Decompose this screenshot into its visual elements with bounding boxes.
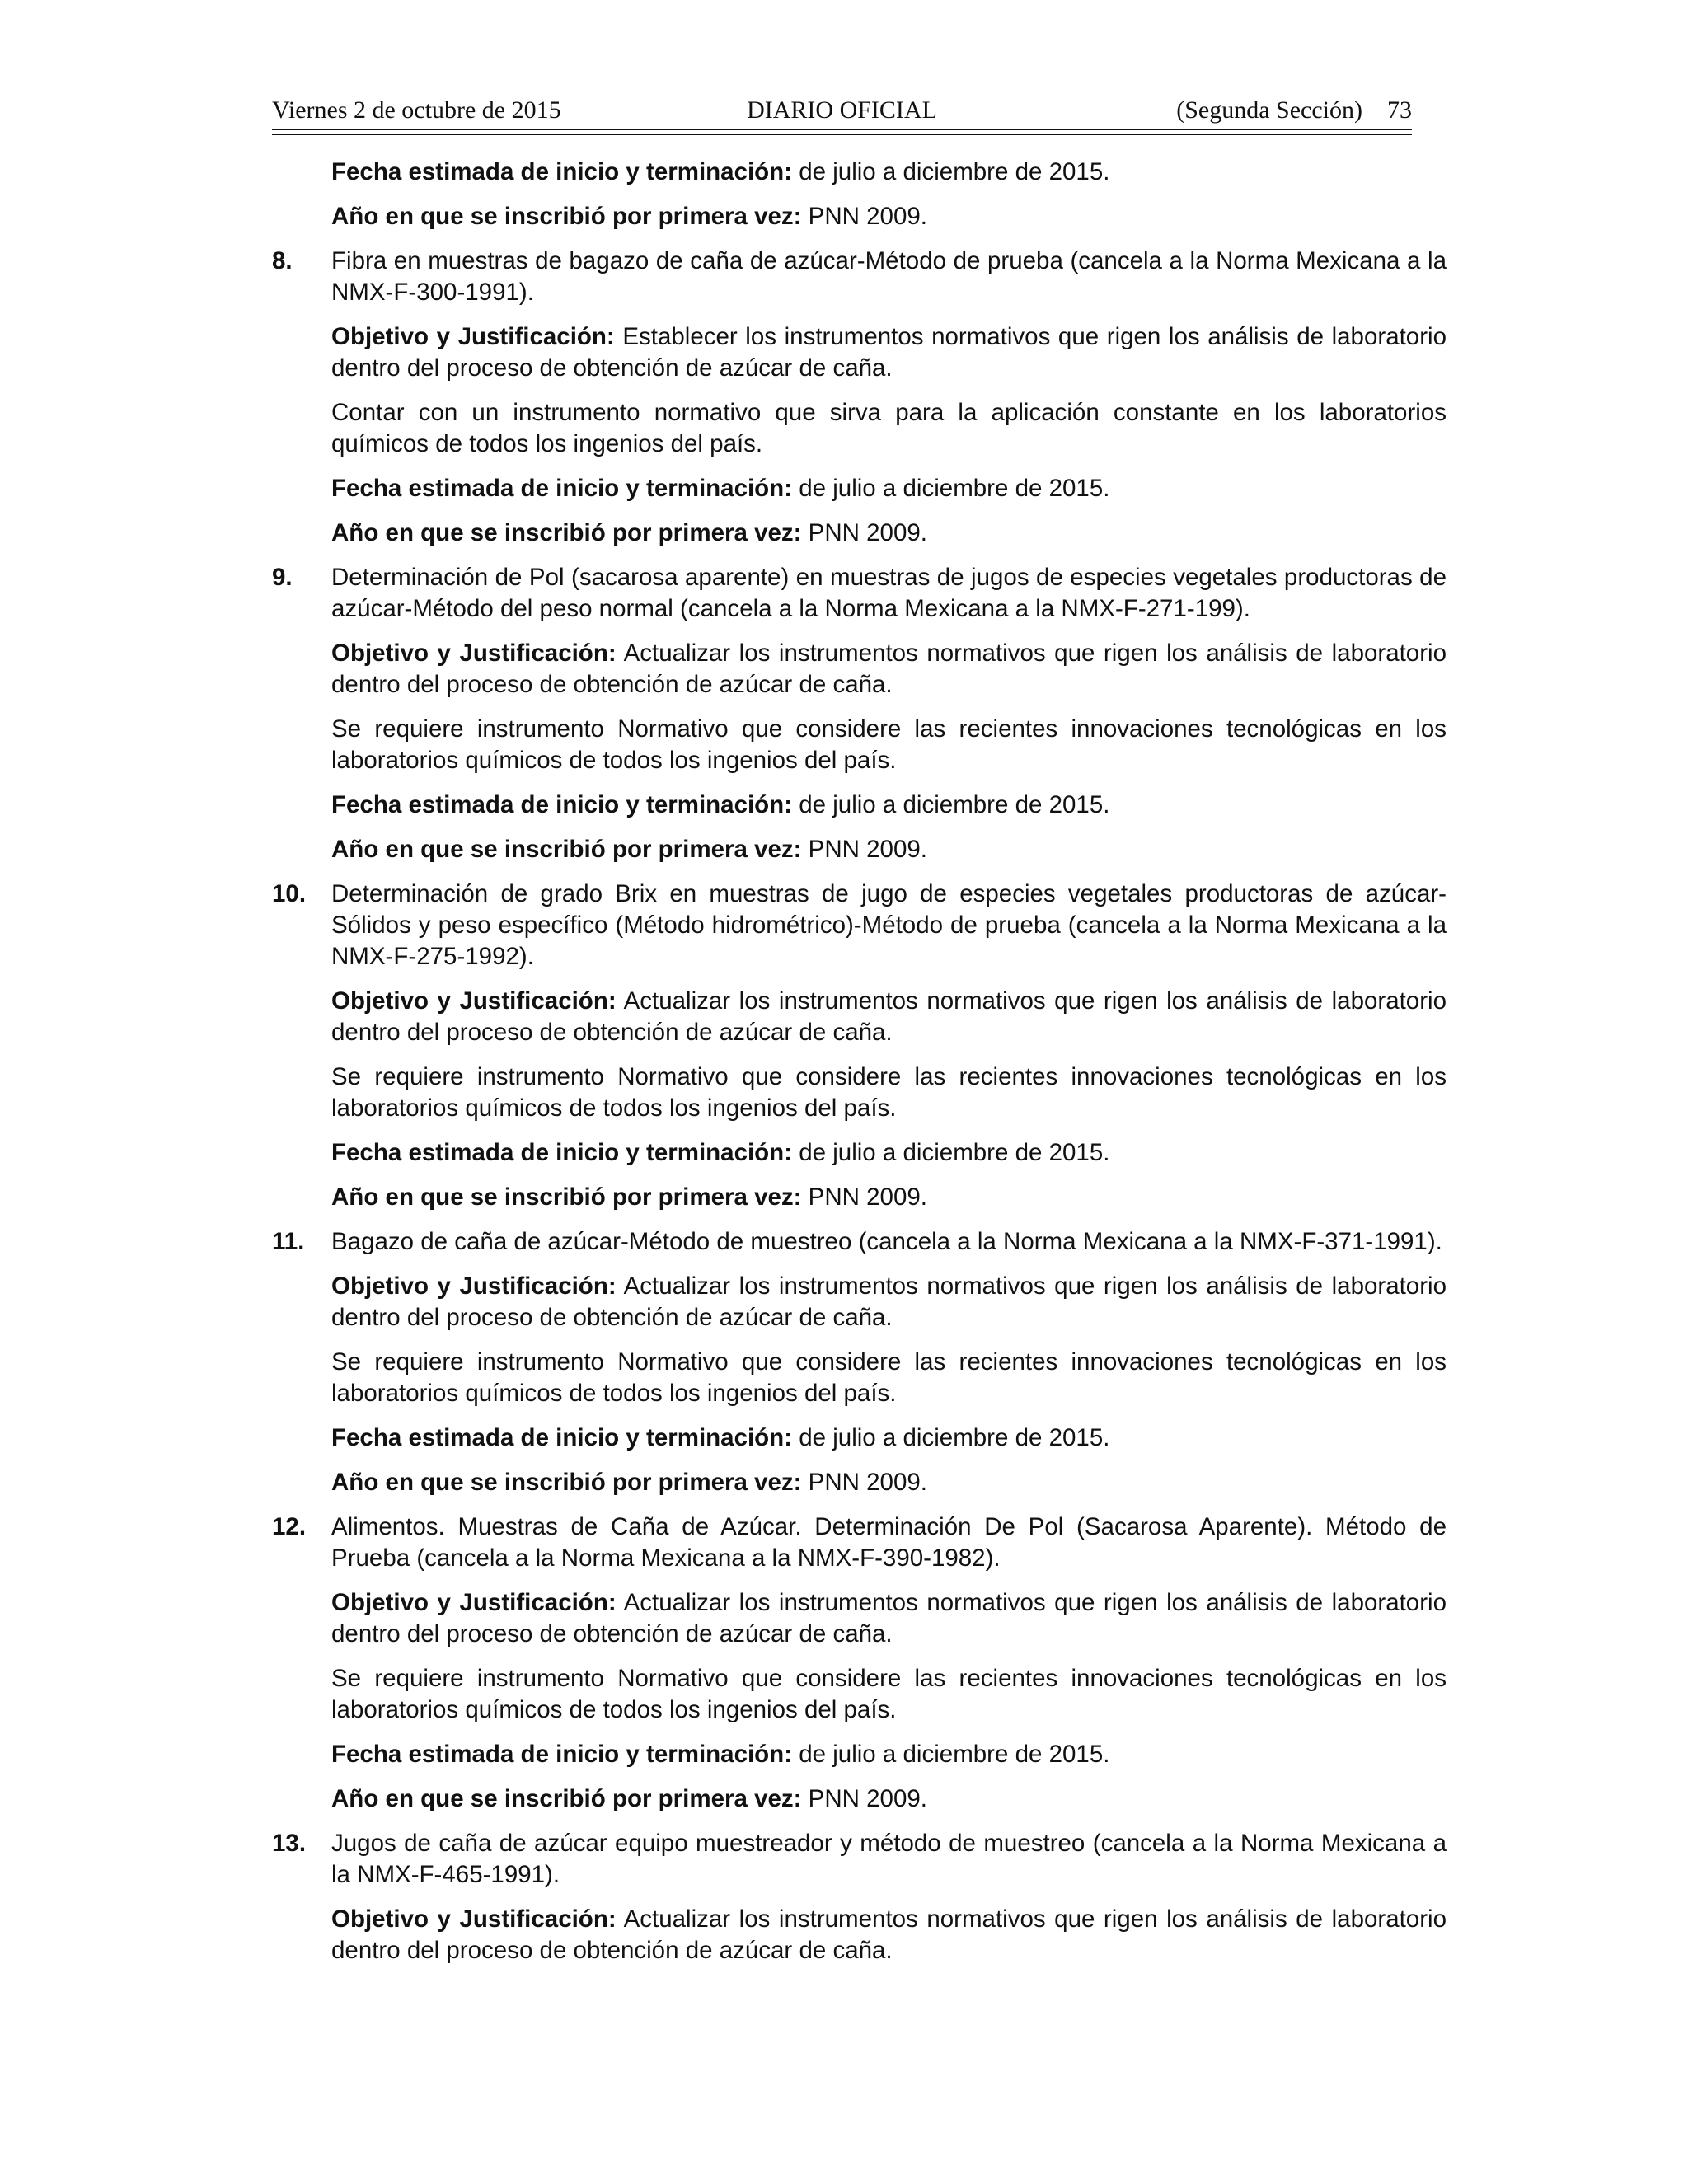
header-page-number: 73: [1387, 96, 1412, 124]
list-item: [272, 879, 1447, 972]
anio-value: PNN 2009.: [808, 203, 927, 230]
objetivo-text: Actualizar los instrumentos normativos que rigen los análisis de laboratorio dentro del proceso de obtención de azúcar de caña.: [331, 1905, 1447, 1964]
item-title: Bagazo de caña de azúcar-Método de muestreo (cancela a la Norma Mexicana a la NMX-F-371-1991).: [331, 1228, 1442, 1255]
page-header: [272, 92, 1412, 129]
anio-paragraph: [331, 1783, 1447, 1815]
objetivo-label: Objetivo y Justificación:: [331, 1905, 617, 1933]
objetivo-label: Objetivo y Justificación:: [331, 1589, 617, 1616]
fecha-paragraph: [331, 1422, 1447, 1454]
fecha-paragraph: [331, 157, 1447, 188]
fecha-paragraph: [331, 473, 1447, 504]
anio-paragraph: [331, 834, 1447, 865]
extra-paragraph: Se requiere instrumento Normativo que considere las recientes innovaciones tecnológicas en los laboratorios químicos de todos los ingenios del país.: [331, 715, 1447, 774]
anio-paragraph: [331, 518, 1447, 549]
header-double-rule: [272, 129, 1412, 135]
extra-paragraph: Se requiere instrumento Normativo que considere las recientes innovaciones tecnológicas en los laboratorios químicos de todos los ingenios del país.: [331, 1665, 1447, 1723]
anio-label: Año en que se inscribió por primera vez:: [331, 1183, 802, 1211]
anio-value: PNN 2009.: [808, 519, 927, 546]
anio-label: Año en que se inscribió por primera vez:: [331, 1469, 802, 1496]
anio-paragraph: [331, 201, 1447, 232]
fecha-paragraph: [331, 1739, 1447, 1770]
item-number: 9.: [272, 564, 293, 591]
item-title: Determinación de grado Brix en muestras de jugo de especies vegetales productoras de azúcar-Sólidos y peso específico (Método hidrométrico)-Método de prueba (cancela a la Norma Mexicana a la NMX-F-275-1992).: [331, 880, 1447, 970]
header-section-page: [1176, 92, 1412, 129]
fecha-label: Fecha estimada de inicio y terminación:: [331, 791, 793, 818]
fecha-label: Fecha estimada de inicio y terminación:: [331, 1424, 793, 1451]
extra-paragraph: Contar con un instrumento normativo que sirva para la aplicación constante en los laboratorios químicos de todos los ingenios del país.: [331, 399, 1447, 457]
list-item: [272, 1511, 1447, 1574]
objetivo-label: Objetivo y Justificación:: [331, 987, 617, 1015]
fecha-label: Fecha estimada de inicio y terminación:: [331, 475, 793, 502]
document-body: [272, 157, 1447, 1980]
extra-paragraph: Se requiere instrumento Normativo que considere las recientes innovaciones tecnológicas en los laboratorios químicos de todos los ingenios del país.: [331, 1348, 1447, 1407]
objetivo-text: Actualizar los instrumentos normativos que rigen los análisis de laboratorio dentro del proceso de obtención de azúcar de caña.: [331, 640, 1447, 698]
item-number: 12.: [272, 1513, 307, 1540]
header-date: Viernes 2 de octubre de 2015: [272, 96, 561, 124]
item-number: 8.: [272, 247, 293, 274]
header-section: (Segunda Sección): [1176, 96, 1362, 124]
anio-label: Año en que se inscribió por primera vez:: [331, 836, 802, 863]
fecha-paragraph: [331, 1137, 1447, 1169]
list-item: [272, 1226, 1447, 1258]
list-item: [272, 246, 1447, 308]
objetivo-text: Actualizar los instrumentos normativos que rigen los análisis de laboratorio dentro del proceso de obtención de azúcar de caña.: [331, 987, 1447, 1046]
anio-paragraph: [331, 1182, 1447, 1213]
item-number: 10.: [272, 880, 307, 907]
fecha-value: de julio a diciembre de 2015.: [799, 1741, 1110, 1768]
fecha-value: de julio a diciembre de 2015.: [799, 158, 1110, 185]
objetivo-label: Objetivo y Justificación:: [331, 323, 615, 350]
objetivo-paragraph: [331, 1904, 1447, 1966]
objetivo-text: Actualizar los instrumentos normativos que rigen los análisis de laboratorio dentro del proceso de obtención de azúcar de caña.: [331, 1589, 1447, 1647]
item-number: 11.: [272, 1228, 305, 1255]
anio-label: Año en que se inscribió por primera vez:: [331, 1785, 802, 1812]
fecha-value: de julio a diciembre de 2015.: [799, 1424, 1110, 1451]
anio-label: Año en que se inscribió por primera vez:: [331, 203, 802, 230]
fecha-paragraph: [331, 790, 1447, 821]
objetivo-paragraph: [331, 321, 1447, 384]
anio-value: PNN 2009.: [808, 836, 927, 863]
objetivo-label: Objetivo y Justificación:: [331, 1272, 617, 1300]
list-item: [272, 562, 1447, 625]
objetivo-text: Establecer los instrumentos normativos que rigen los análisis de laboratorio dentro del proceso de obtención de azúcar de caña.: [331, 323, 1447, 382]
objetivo-text: Actualizar los instrumentos normativos que rigen los análisis de laboratorio dentro del proceso de obtención de azúcar de caña.: [331, 1272, 1447, 1331]
item-number: 13.: [272, 1830, 307, 1857]
fecha-label: Fecha estimada de inicio y terminación:: [331, 158, 793, 185]
list-item: [272, 1828, 1447, 1891]
fecha-label: Fecha estimada de inicio y terminación:: [331, 1741, 793, 1768]
fecha-value: de julio a diciembre de 2015.: [799, 1139, 1110, 1166]
item-title: Determinación de Pol (sacarosa aparente) en muestras de jugos de especies vegetales productoras de azúcar-Método del peso normal (cancela a la Norma Mexicana a la NMX-F-271-199).: [331, 564, 1447, 622]
objetivo-paragraph: [331, 986, 1447, 1048]
objetivo-paragraph: [331, 1271, 1447, 1333]
fecha-label: Fecha estimada de inicio y terminación:: [331, 1139, 793, 1166]
item-title: Jugos de caña de azúcar equipo muestreador y método de muestreo (cancela a la Norma Mexicana a la NMX-F-465-1991).: [331, 1830, 1447, 1888]
item-title: Alimentos. Muestras de Caña de Azúcar. Determinación De Pol (Sacarosa Aparente). Método de Prueba (cancela a la Norma Mexicana a la NMX-F-390-1982).: [331, 1513, 1447, 1572]
anio-paragraph: [331, 1467, 1447, 1498]
anio-value: PNN 2009.: [808, 1183, 927, 1211]
fecha-value: de julio a diciembre de 2015.: [799, 475, 1110, 502]
anio-label: Año en que se inscribió por primera vez:: [331, 519, 802, 546]
anio-value: PNN 2009.: [808, 1469, 927, 1496]
objetivo-paragraph: [331, 638, 1447, 701]
fecha-value: de julio a diciembre de 2015.: [799, 791, 1110, 818]
anio-value: PNN 2009.: [808, 1785, 927, 1812]
header-publication: DIARIO OFICIAL: [747, 96, 937, 124]
objetivo-label: Objetivo y Justificación:: [331, 640, 617, 667]
extra-paragraph: Se requiere instrumento Normativo que considere las recientes innovaciones tecnológicas en los laboratorios químicos de todos los ingenios del país.: [331, 1063, 1447, 1122]
item-title: Fibra en muestras de bagazo de caña de azúcar-Método de prueba (cancela a la Norma Mexicana a la NMX-F-300-1991).: [331, 247, 1447, 306]
objetivo-paragraph: [331, 1587, 1447, 1650]
